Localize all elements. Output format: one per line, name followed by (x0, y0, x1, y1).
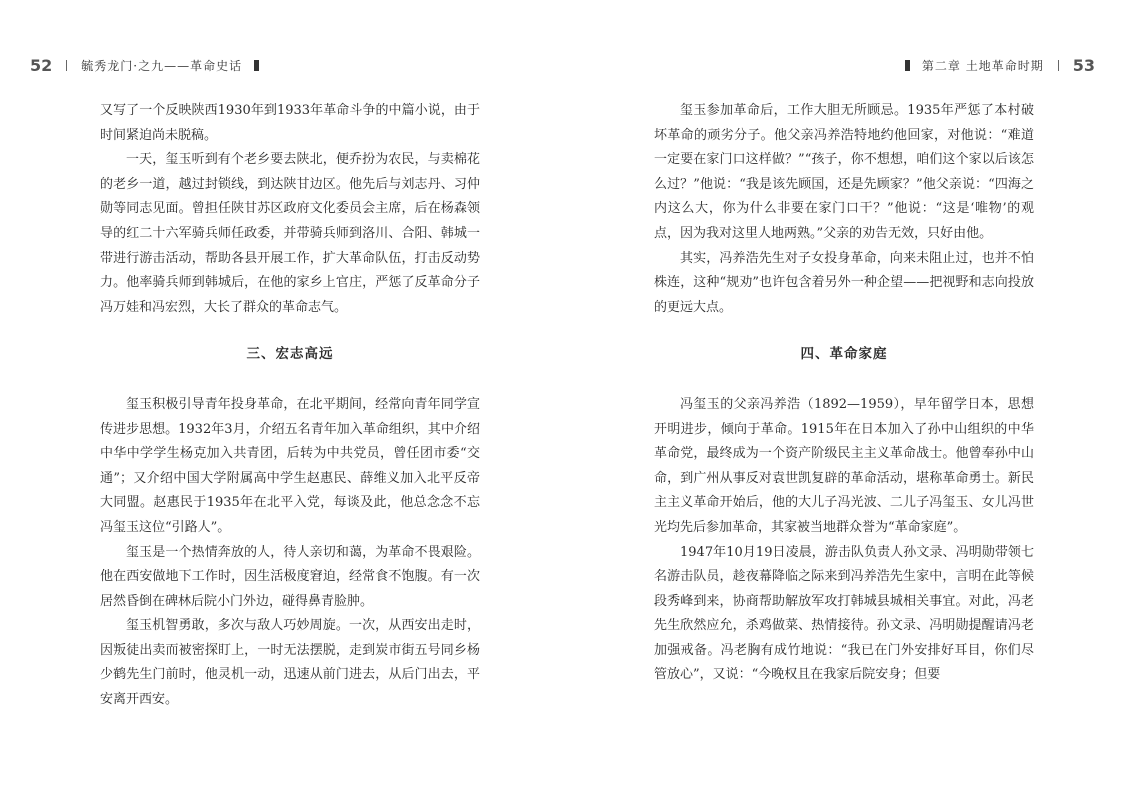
right-page-header (893, 52, 1095, 78)
paragraph: 玺玉积极引导青年投身革命，在北平期间，经常向青年同学宣传进步思想。1932年3月，介绍五名青年加入革命组织，其中介绍中华中学学生杨克加入共青团，后转为中共党员，曾任团市委“交通”；又介绍中国大学附属高中学生赵惠民、薛维义加入北平反帝大同盟。赵惠民于1935年在北平入党，每谈及此，他总念念不忘冯玺玉这位“引路人”。 (100, 396, 480, 535)
paragraph: 玺玉是一个热情奔放的人，待人亲切和蔼，为革命不畏艰险。他在西安做地下工作时，因生活极度窘迫，经常食不饱腹。有一次居然昏倒在碑林后院小门外边，碰得鼻青脸肿。 (100, 544, 480, 609)
paragraph: 其实，冯养浩先生对子女投身革命，向来未阻止过，也并不怕株连，这种“规劝”也许包含着另外一种企望——把视野和志向投放的更远大点。 (654, 250, 1034, 315)
right-running-title: 第二章 土地革命时期 (921, 58, 1044, 73)
right-page-number: 53 (1072, 55, 1095, 75)
left-page-number: 52 (30, 55, 53, 75)
left-page-header (30, 52, 271, 78)
paragraph: 玺玉参加革命后，工作大胆无所顾忌。1935年严惩了本村破坏革命的顽劣分子。他父亲冯养浩特地约他回家，对他说：“难道一定要在家门口这样做？”“孩子，你不想想，咱们这个家以后该怎么过？”他说：“我是该先顾国，还是先顾家？”他父亲说：“四海之内这么大，你为什么非要在家门口干？”他说：“这是‘唯物’的观点，因为我对这里人地两熟。”父亲的劝告无效，只好由他。 (654, 103, 1034, 241)
right-page (566, 0, 1133, 799)
left-page (0, 0, 566, 799)
left-page-body (100, 99, 480, 713)
header-separator (1058, 60, 1059, 71)
section-title: 四、革命家庭 (800, 346, 888, 363)
header-separator (66, 60, 67, 71)
paragraph: 1947年10月19日凌晨，游击队负责人孙文录、冯明勋带领七名游击队员，趁夜幕降临之际来到冯养浩先生家中，言明在此等候段秀峰到来，协商帮助解放军攻打韩城县城相关事宜。对此，冯老先生欣然应允，杀鸡做菜、热情接待。孙文录、冯明勋提醒请冯老加强戒备。冯老胸有成竹地说：“我已在门外安排好耳目，你们尽管放心”，又说：“今晚权且在我家后院安身；但要 (654, 544, 1034, 683)
section-title: 三、宏志高远 (246, 346, 334, 363)
right-page-body (654, 99, 1034, 688)
paragraph: 冯玺玉的父亲冯养浩（1892—1959），早年留学日本，思想开明进步，倾向于革命。1915年在日本加入了孙中山组织的中华革命党，最终成为一个资产阶级民主主义革命战士。他曾奉孙中山命，到广州从事反对袁世凯复辟的革命活动，堪称革命勇士。新民主主义革命开始后，他的大儿子冯光波、二儿子冯玺玉、女儿冯世光均先后参加革命，其家被当地群众誉为“革命家庭”。 (654, 396, 1034, 535)
header-block-mark (254, 60, 259, 71)
header-block-mark (905, 60, 910, 71)
left-running-title: 毓秀龙门·之九——革命史话 (81, 58, 243, 73)
paragraph: 一天，玺玉听到有个老乡要去陕北，便乔扮为农民，与卖棉花的老乡一道，越过封锁线，到达陕甘边区。他先后与刘志丹、习仲勋等同志见面。曾担任陕甘苏区政府文化委员会主席，后在杨森领导的红二十六军骑兵师任政委，并带骑兵师到洛川、合阳、韩城一带进行游击活动，帮助各县开展工作，扩大革命队伍，打击反动势力。他率骑兵师到韩城后，在他的家乡上官庄，严惩了反革命分子冯万娃和冯宏烈，大长了群众的革命志气。 (100, 152, 480, 315)
paragraph: 又写了一个反映陕西1930年到1933年革命斗争的中篇小说，由于时间紧迫尚未脱稿。 (100, 103, 480, 143)
paragraph: 玺玉机智勇敢，多次与敌人巧妙周旋。一次，从西安出走时，因叛徒出卖而被密探盯上，一时无法摆脱，走到炭市街五号同乡杨少鹤先生门前时，他灵机一动，迅速从前门进去，从后门出去，平安离开西安。 (100, 618, 480, 708)
